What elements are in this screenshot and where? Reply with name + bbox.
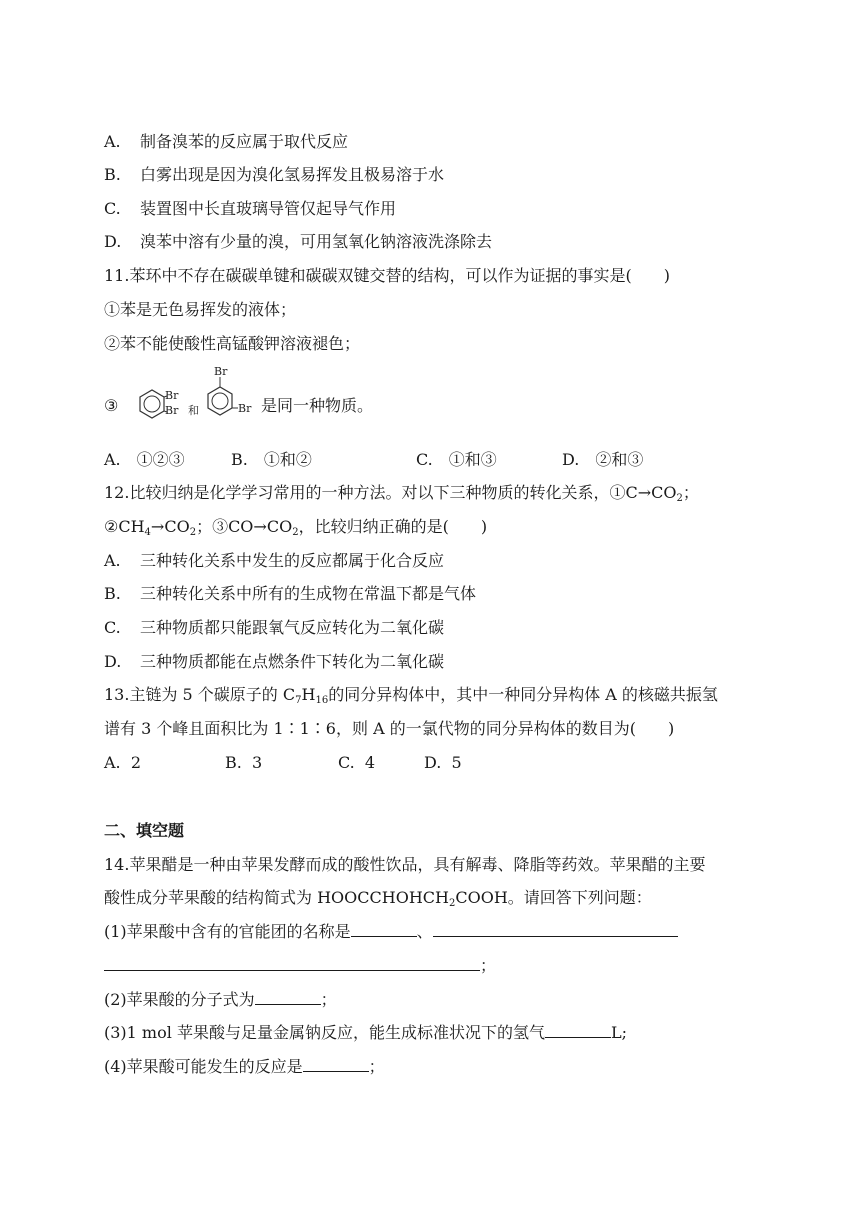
option-text: 三种物质都能在点燃条件下转化为二氧化碳 [140,652,445,671]
q12-option-c [104,617,444,639]
q11-item-3-tail: 是同一种物质。 [261,396,374,415]
q12-stem-text: ； [682,483,699,502]
q13-option-c: C. 4 [338,753,376,772]
subscript: 2 [676,493,683,504]
option-text: 三种转化关系中发生的反应都属于化合反应 [140,551,445,570]
answer-blank[interactable] [545,1023,611,1038]
q12-stem-line-2 [104,516,487,538]
q11-option-d: D. ②和③ [562,450,644,469]
dibromobenzene-structures [120,364,265,444]
q11-item-2: ②苯不能使酸性高锰酸钾溶液褪色； [104,334,361,353]
q14-part-text: 、 [416,922,433,941]
option-text: 制备溴苯的反应属于取代反应 [140,132,349,151]
q12-stem-text: ，比较归纳正确的是( ) [298,517,488,536]
q10-option-d [104,231,492,253]
q12-option-a [104,550,444,572]
q10-option-a [104,131,348,153]
bromo-label: Br [238,402,252,415]
q13-stem-text: H [301,685,316,704]
answer-blank[interactable] [104,956,480,971]
q12-stem-line-1 [104,482,699,504]
section-heading: 二、填空题 [104,821,185,840]
q13-stem-line-2: 谱有 3 个峰且面积比为 1∶1∶6，则 A 的一氯代物的同分异构体的数目为( ) [104,719,675,738]
option-label: B. [104,584,121,603]
option-text: 装置图中长直玻璃导管仅起导气作用 [140,199,397,218]
q12-stem-text: ；③CO→CO [196,517,293,536]
and-label: 和 [188,404,199,417]
option-label: A. [104,132,121,151]
subscript: 2 [448,898,456,909]
q14-part-2 [104,989,337,1011]
q14-stem-text: COOH。请回答下列问题： [455,888,652,907]
subscript: 7 [295,695,302,706]
q14-part-text: (3)1 mol 苹果酸与足量金属钠反应，能生成标准状况下的氢气 [104,1023,545,1042]
q14-part-text: ； [368,1057,385,1076]
q12-stem-text: →CO [150,517,190,536]
q14-part-3 [104,1022,627,1044]
option-text: 白雾出现是因为溴化氢易挥发且极易溶于水 [140,165,445,184]
subscript: 16 [315,695,329,706]
q14-part-4 [104,1056,385,1078]
bromo-label: Br [165,389,179,402]
option-text: 三种转化关系中所有的生成物在常温下都是气体 [140,584,477,603]
answer-blank[interactable] [255,990,321,1005]
answer-blank[interactable] [351,922,417,937]
option-label: D. [104,652,122,671]
q13-stem-line-1 [104,684,718,706]
option-label: A. [104,551,121,570]
q14-part-text: ； [480,956,497,975]
q11-item-1: ①苯是无色易挥发的液体； [104,300,297,319]
q14-part-text: (1)苹果酸中含有的官能团的名称是 [104,922,351,941]
q14-part-text: ； [320,990,337,1009]
q11-option-a: A. ①②③ [104,450,185,469]
q14-part-text: (2)苹果酸的分子式为 [104,990,255,1009]
q14-part-1-continued [104,955,496,977]
q12-stem-text: ②CH [104,517,145,536]
q12-stem-text: 12.比较归纳是化学学习常用的一种方法。对以下三种物质的转化关系，①C→CO [104,483,677,502]
q11-option-b: B. ①和② [231,450,312,469]
bromo-label: Br [214,365,228,378]
q13-stem-text: 的同分异构体中，其中一种同分异构体 A 的核磁共振氢 [328,685,718,704]
option-label: C. [104,618,121,637]
q14-part-text: (4)苹果酸可能发生的反应是 [104,1057,303,1076]
subscript: 2 [189,527,197,538]
q14-stem-line-2 [104,887,652,909]
q10-option-b [104,164,444,186]
option-text: 三种物质都只能跟氧气反应转化为二氧化碳 [140,618,445,637]
q14-part-text: L; [610,1023,627,1042]
answer-blank[interactable] [303,1057,369,1072]
q13-option-b: B. 3 [225,753,263,772]
option-label: B. [104,165,121,184]
q12-option-d [104,651,444,673]
q11-stem: 11.苯环中不存在碳碳单键和碳碳双键交替的结构，可以作为证据的事实是( ) [104,266,670,285]
q13-option-d: D. 5 [424,753,462,772]
option-label: D. [104,232,122,251]
option-label: C. [104,199,121,218]
q14-stem-text: 酸性成分苹果酸的结构简式为 HOOCCHOHCH [104,888,449,907]
subscript: 2 [292,527,299,538]
option-text: 溴苯中溶有少量的溴，可用氢氧化钠溶液洗涤除去 [140,232,493,251]
q12-option-b [104,583,476,605]
bromo-label: Br [165,404,179,417]
q14-part-1 [104,921,678,943]
subscript: 4 [144,527,151,538]
o-dibromobenzene-structure [140,389,179,418]
q11-item-3-number: ③ [104,396,119,415]
q14-stem-line-1: 14.苹果醋是一种由苹果发酵而成的酸性饮品，具有解毒、降脂等药效。苹果醋的主要 [104,855,706,874]
q13-option-a: A. 2 [104,753,141,772]
q10-option-c [104,198,396,220]
q13-stem-text: 13.主链为 5 个碳原子的 C [104,685,296,704]
answer-blank[interactable] [433,922,678,937]
q11-option-c: C. ①和③ [416,450,497,469]
dibromobenzene-isomer-structure [208,365,252,415]
